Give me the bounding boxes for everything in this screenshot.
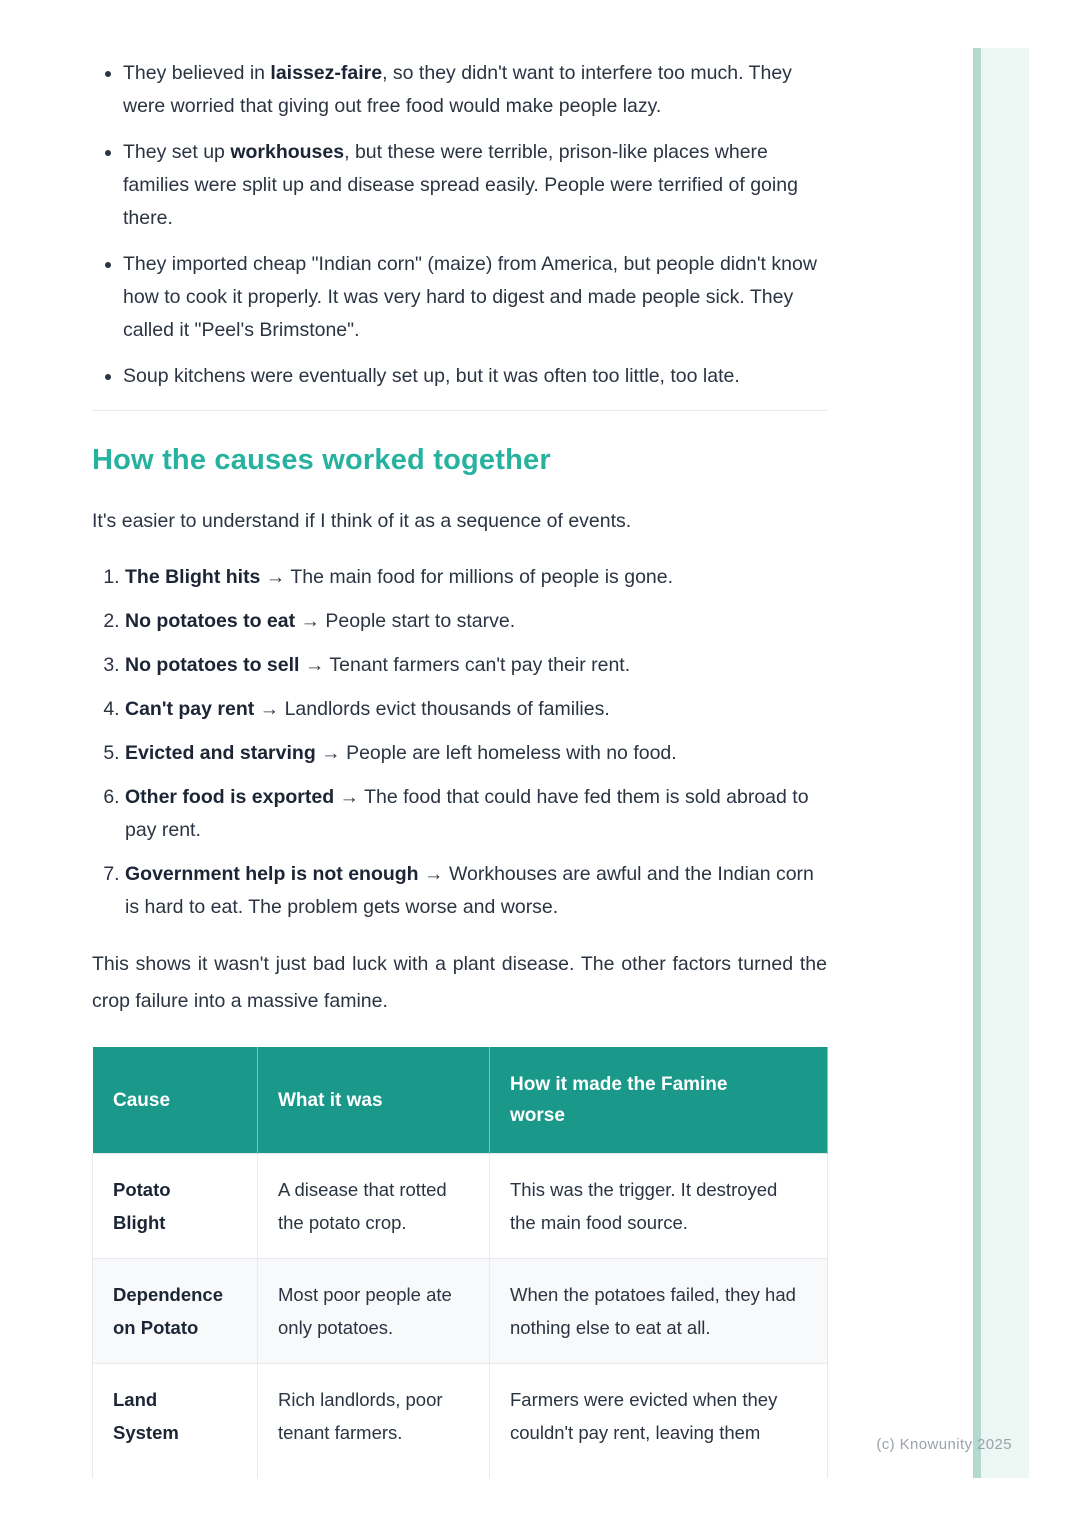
table-row (93, 1154, 828, 1259)
sequence-item (125, 693, 827, 726)
page-content (92, 0, 827, 1478)
sequence-item (125, 605, 827, 638)
sequence-bold: The Blight hits (125, 566, 261, 588)
bullet-item (123, 57, 827, 123)
sequence-item (125, 737, 827, 770)
cell-cause: Land System (93, 1364, 258, 1479)
bullet-item (123, 136, 827, 235)
table-header-row (93, 1047, 828, 1154)
section-divider (92, 410, 827, 411)
bullet-bold-term: workhouses (230, 141, 345, 163)
bullet-text: , so they didn't want to interfere too much. They were worried that giving out free food would make people lazy. (123, 62, 792, 117)
bullet-text: They imported cheap "Indian corn" (maize) from America, but people didn't know how to cook it properly. It was very hard to digest and made people sick. They called it "Peel's Brimstone". (123, 253, 817, 341)
cell-cause: Potato Blight (93, 1154, 258, 1259)
sequence-item (125, 649, 827, 682)
bullet-item (123, 360, 827, 393)
sequence-text: → The food that could have fed them is sold abroad to pay rent. (125, 786, 809, 841)
sequence-bold: No potatoes to eat (125, 610, 296, 632)
table-header-cause: Cause (93, 1047, 258, 1154)
cell-how: Farmers were evicted when they couldn't pay rent, leaving them (490, 1364, 828, 1479)
bullet-text: , but these were terrible, prison-like places where families were split up and disease spread easily. People were terrified of going there. (123, 141, 798, 229)
section-heading: How the causes worked together (92, 444, 551, 476)
bullet-item (123, 248, 827, 347)
bullet-text: They believed in (123, 62, 271, 84)
sequence-text: → The main food for millions of people is gone. (260, 566, 674, 588)
sequence-bold: Other food is exported (125, 786, 335, 808)
table-row (93, 1259, 828, 1364)
bullet-text: Soup kitchens were eventually set up, but it was often too little, too late. (123, 365, 740, 387)
sequence-text: → People are left homeless with no food. (315, 742, 677, 764)
sequence-text: → People start to starve. (295, 610, 516, 632)
sequence-item (125, 858, 827, 924)
sequence-text: → Tenant farmers can't pay their rent. (299, 654, 631, 676)
table-header-what: What it was (258, 1047, 490, 1154)
intro-paragraph: It's easier to understand if I think of it as a sequence of events. (92, 510, 632, 532)
cell-what: A disease that rotted the potato crop. (258, 1154, 490, 1259)
sequence-bold: Can't pay rent (125, 698, 255, 720)
sequence-text: → Workhouses are awful and the Indian corn is hard to eat. The problem gets worse and worse. (125, 863, 814, 918)
sequence-text: → Landlords evict thousands of families. (254, 698, 610, 720)
sequence-item (125, 561, 827, 594)
cell-what: Most poor people ate only potatoes. (258, 1259, 490, 1364)
table-row (93, 1364, 828, 1479)
cell-how: This was the trigger. It destroyed the main food source. (490, 1154, 828, 1259)
cell-what: Rich landlords, poor tenant farmers. (258, 1364, 490, 1479)
bullet-text: They set up (123, 141, 231, 163)
sequence-bold: Government help is not enough (125, 863, 419, 885)
right-stripe-panel (981, 48, 1029, 1478)
causes-table (92, 1046, 828, 1478)
right-stripe-line (973, 48, 981, 1478)
sequence-bold: Evicted and starving (125, 742, 316, 764)
cell-cause: Dependence on Potato (93, 1259, 258, 1364)
cell-how: When the potatoes failed, they had nothing else to eat at all. (490, 1259, 828, 1364)
watermark: (c) Knowunity 2025 (876, 1436, 1012, 1453)
bullet-list (92, 57, 827, 393)
sequence-list (92, 561, 827, 924)
table-header-how: How it made the Famine worse (490, 1047, 828, 1154)
bullet-bold-term: laissez-faire (270, 62, 383, 84)
conclusion-paragraph: This shows it wasn't just bad luck with a plant disease. The other factors turned the crop failure into a massive famine. (92, 953, 827, 1012)
sequence-bold: No potatoes to sell (125, 654, 300, 676)
sequence-item (125, 781, 827, 847)
